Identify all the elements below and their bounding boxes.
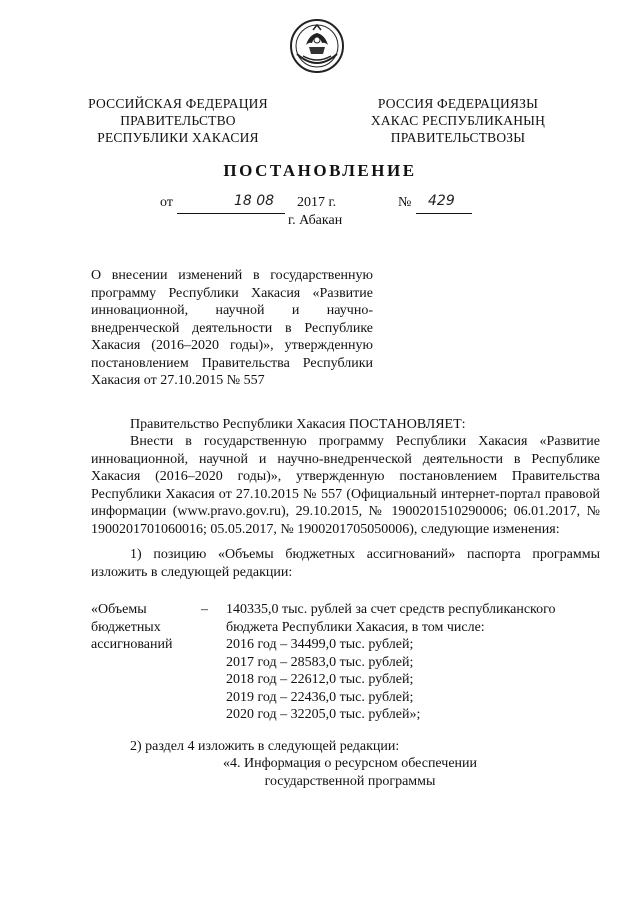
- budget-value-line: бюджета Республики Хакасия, в том числе:: [226, 619, 485, 635]
- section-title-line: государственной программы: [264, 773, 436, 789]
- document-title: ПОСТАНОВЛЕНИЕ: [223, 161, 417, 180]
- budget-label-line: ассигнований: [91, 637, 173, 652]
- body-paragraph-decree: Правительство Республики Хакасия ПОСТАНОВЛЯЕТ:: [130, 417, 466, 432]
- city-name: г. Абакан: [288, 213, 343, 228]
- budget-value-line: 2020 год – 32205,0 тыс. рублей»;: [226, 707, 421, 722]
- body-paragraph-item-1: 1) позицию «Объемы бюджетных ассигнований» паспорта программы изложить в следующей редакции:: [91, 547, 600, 580]
- budget-value-line: 2016 год – 34499,0 тыс. рублей;: [226, 637, 414, 652]
- budget-value-line: 140335,0 тыс. рублей за счет средств республиканского: [226, 602, 556, 617]
- section-4-title: [200, 755, 500, 790]
- header-right-line: ПРАВИТЕЛЬСТВОЗЫ: [390, 130, 526, 145]
- header-left-line: РОССИЙСКАЯ ФЕДЕРАЦИЯ: [88, 96, 268, 111]
- decree-subject: О внесении изменений в государственную программу Республики Хакасия «Развитие инновационной, научной и научно-внедренческой деятельности в Республике Хакасия (2016–2020 годы)», утвержденную постановлением Правительства Республики Хакасия от 27.10.2015 № 557: [91, 268, 373, 388]
- budget-value-line: 2017 год – 28583,0 тыс. рублей;: [226, 654, 414, 670]
- budget-label-line: бюджетных: [91, 619, 161, 635]
- body-paragraph-item-2: 2) раздел 4 изложить в следующей редакции:: [130, 739, 400, 754]
- date-prefix: от: [160, 195, 173, 210]
- budget-values: [226, 601, 606, 724]
- date-year: 2017 г.: [297, 195, 337, 210]
- body-paragraph-amend: Внести в государственную программу Республики Хакасия «Развитие инновационной, научной и научно-внедренческой деятельности в Республике Хакасия (2016–2020 годы)», утвержденную постановлением Правительства Республики Хакасия от 27.10.2015 № 557 (Официальный интернет-портал правовой информации (www.pravo.gov.ru), 29.10.2015, № 1900201510290006; 06.01.2017, № 1900201701060016; 05.05.2017, № 1900201705050006), следующие изменения:: [91, 434, 600, 537]
- header-left-line: РЕСПУБЛИКИ ХАКАСИЯ: [97, 130, 259, 145]
- header-left-line: ПРАВИТЕЛЬСТВО: [120, 113, 236, 128]
- budget-label: [91, 601, 191, 654]
- budget-label-line: «Объемы: [91, 602, 147, 617]
- budget-value-line: 2019 год – 22436,0 тыс. рублей;: [226, 689, 414, 705]
- section-title-line: «4. Информация о ресурсном обеспечении: [222, 756, 478, 771]
- number-sign: №: [398, 195, 412, 210]
- header-right-line: ХАКАС РЕСПУБЛИКАНЫҢ: [370, 113, 546, 128]
- header-right-line: РОССИЯ ФЕДЕРАЦИЯЗЫ: [377, 96, 539, 111]
- coat-of-arms-emblem: [289, 18, 345, 74]
- header-left-block: [78, 95, 278, 146]
- handwritten-number: 429: [428, 193, 455, 209]
- budget-value-line: 2018 год – 22612,0 тыс. рублей;: [226, 672, 414, 687]
- budget-dash: –: [201, 602, 208, 617]
- handwritten-date: 18 08: [234, 193, 275, 209]
- header-right-block: [348, 95, 568, 146]
